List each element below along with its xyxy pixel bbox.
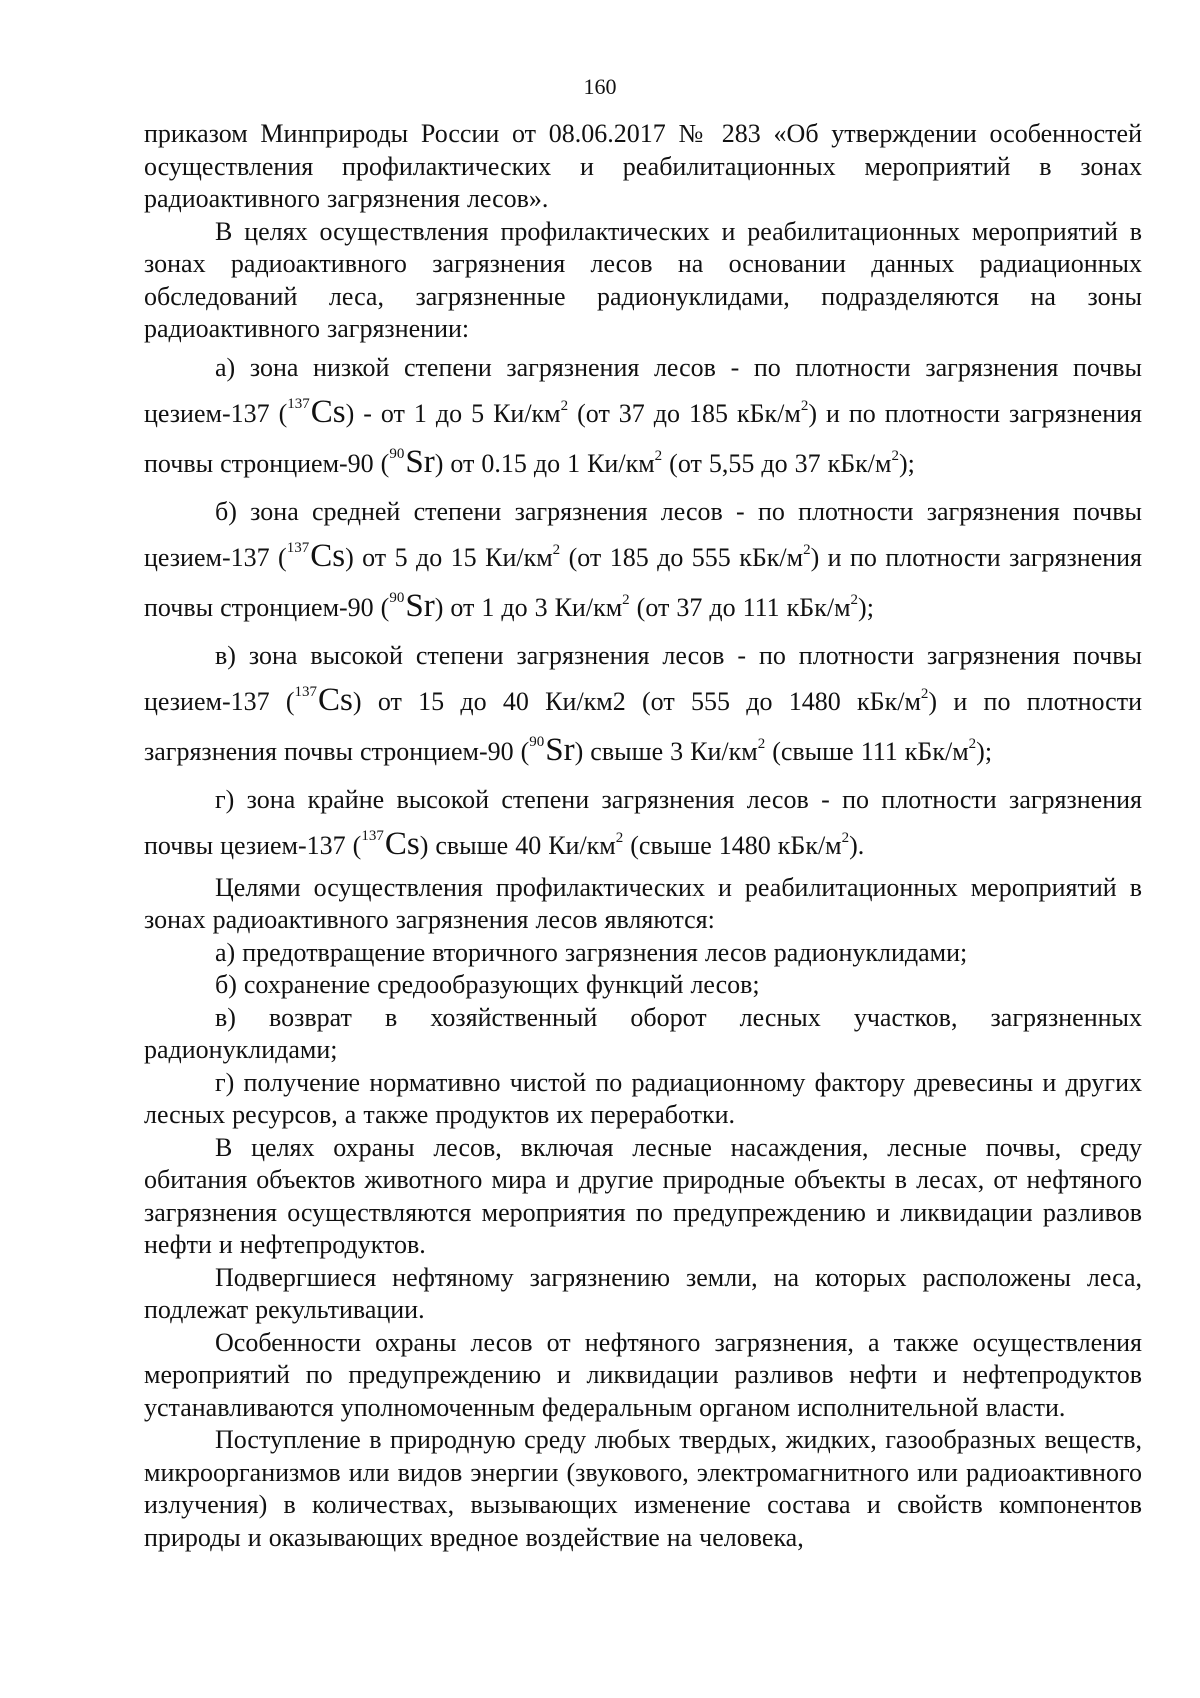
- text-segment: ) - от 1 до 5 Ки/км: [345, 398, 561, 428]
- isotope-mass-number: 90: [389, 445, 405, 462]
- paragraph-goal-a: а) предотвращение вторичного загрязнения лесов радионуклидами;: [215, 937, 968, 967]
- superscript: 2: [757, 735, 766, 752]
- paragraph-goal-d: г) получение нормативно чистой по радиационному фактору древесины и других лесных ресурсов, а также продуктов их переработки.: [144, 1067, 1142, 1129]
- paragraph-zone-high: [144, 634, 1142, 778]
- isotope-cs137: [294, 681, 353, 718]
- isotope-mass-number: 137: [361, 827, 384, 844]
- isotope-symbol: Cs: [318, 681, 353, 718]
- text-segment: );: [976, 736, 993, 766]
- isotope-symbol: Cs: [310, 537, 346, 574]
- text-segment: );: [858, 592, 874, 622]
- superscript: 2: [891, 447, 899, 464]
- text-segment: б) зона средней степени загрязнения лесов - по плотности загрязнения почвы цезием-137 (: [144, 496, 1142, 572]
- isotope-cs137: [361, 825, 420, 862]
- text-segment: ) от 1 до 3 Ки/км: [434, 592, 623, 622]
- text-segment: ).: [849, 830, 865, 860]
- superscript: 2: [654, 447, 663, 464]
- isotope-symbol: Cs: [384, 825, 420, 862]
- text-segment: ) от 5 до 15 Ки/км: [345, 542, 553, 572]
- paragraph-oil-protection: В целях охраны лесов, включая лесные насаждения, лесные почвы, среду обитания объектов животного мира и другие природные объекты в лесах, от нефтяного загрязнения осуществляются мероприятия по предупреждению и ликвидации разливов нефти и нефтепродуктов.: [144, 1132, 1142, 1259]
- text-segment: в) зона высокой степени загрязнения лесов - по плотности загрязнения почвы цезием-137 (: [144, 640, 1142, 716]
- isotope-mass-number: 90: [389, 589, 405, 606]
- isotope-mass-number: 90: [529, 733, 545, 750]
- superscript: 2: [850, 591, 859, 608]
- paragraph-goal-b: б) сохранение средообразующих функций лесов;: [215, 970, 760, 999]
- text-segment: (от 37 до 185 кБк/м: [568, 398, 801, 428]
- paragraph-goals-intro: Целями осуществления профилактических и реабилитационных мероприятий в зонах радиоактивного загрязнения лесов являются:: [144, 872, 1142, 934]
- text-segment: ) и по плотности загрязнения почвы стронцием-90 (: [144, 542, 1143, 622]
- text-segment: а) зона низкой степени загрязнения лесов - по плотности загрязнения почвы цезием-137 (: [144, 352, 1142, 428]
- paragraph-zone-very-high: [144, 778, 1142, 872]
- text-segment: г) зона крайне высокой степени загрязнения лесов - по плотности загрязнения почвы цезием-137 (: [144, 784, 1142, 860]
- paragraph-oil-authority: Особенности охраны лесов от нефтяного загрязнения, а также осуществления мероприятий по предупреждению и ликвидации разливов нефти и нефтепродуктов устанавливаются уполномоченным федеральным органом исполнительной власти.: [144, 1327, 1142, 1422]
- paragraph-zones-intro: В целях осуществления профилактических и реабилитационных мероприятий в зонах радиоактивного загрязнения лесов на основании данных радиационных обследований леса, загрязненные радионуклидами, подразделяются на зоны радиоактивного загрязнении:: [144, 216, 1142, 343]
- text-segment: ) от 15 до 40 Ки/км2 (от 555 до 1480 кБк/м: [352, 686, 921, 716]
- superscript: 2: [622, 591, 630, 608]
- text-segment: (от 185 до 555 кБк/м: [560, 542, 804, 572]
- text-segment: (от 37 до 111 кБк/м: [629, 592, 851, 622]
- isotope-sr90: [389, 587, 435, 624]
- superscript: 2: [920, 685, 929, 702]
- paragraph-goal-c: в) возврат в хозяйственный оборот лесных участков, загрязненных радионуклидами;: [144, 1002, 1142, 1064]
- isotope-mass-number: 137: [294, 683, 318, 700]
- isotope-symbol: Cs: [310, 393, 346, 430]
- text-segment: (свыше 1480 кБк/м: [623, 830, 842, 860]
- isotope-mass-number: 137: [287, 395, 310, 412]
- superscript: 2: [615, 829, 624, 846]
- text-segment: (свыше 111 кБк/м: [765, 736, 969, 766]
- isotope-symbol: Sr: [405, 587, 435, 624]
- text-segment: ) и по плотности загрязнения почвы стронцием-90 (: [144, 686, 1143, 766]
- superscript: 2: [800, 397, 809, 414]
- isotope-symbol: Sr: [405, 443, 435, 480]
- superscript: 2: [841, 829, 850, 846]
- isotope-sr90: [389, 443, 435, 480]
- superscript: 2: [968, 735, 977, 752]
- paragraph-pollution-definition: Поступление в природную среду любых твердых, жидких, газообразных веществ, микроорганизмов или видов энергии (звукового, электромагнитного или радиоактивного излучения) в количествах, вызывающих изменение состава и свойств компонентов природы и оказывающих вредное воздействие на человека,: [144, 1425, 1142, 1552]
- text-segment: ) свыше 40 Ки/км: [419, 830, 616, 860]
- superscript: 2: [803, 541, 811, 558]
- paragraph-zone-low: [144, 346, 1142, 490]
- text-segment: ) и по плотности загрязнения почвы стронцием-90 (: [144, 398, 1142, 478]
- text-segment: ) от 0.15 до 1 Ки/км: [434, 448, 655, 478]
- paragraph-order-reference: приказом Минприроды России от 08.06.2017 № 283 «Об утверждении особенностей осуществления профилактических и реабилитационных мероприятий в зонах радиоактивного загрязнения лесов».: [144, 119, 1142, 213]
- paragraph-recultivation: Подвергшиеся нефтяному загрязнению земли, на которых расположены леса, подлежат рекультивации.: [144, 1262, 1142, 1324]
- text-segment: (от 5,55 до 37 кБк/м: [662, 448, 892, 478]
- paragraph-zone-medium: [144, 490, 1142, 634]
- body-text: [144, 118, 1142, 1554]
- isotope-mass-number: 137: [286, 539, 310, 556]
- superscript: 2: [552, 541, 561, 558]
- page-number: 160: [583, 74, 617, 99]
- text-segment: );: [898, 448, 915, 478]
- isotope-sr90: [529, 731, 575, 768]
- isotope-cs137: [286, 537, 346, 574]
- isotope-symbol: Sr: [545, 731, 575, 768]
- isotope-cs137: [287, 393, 346, 430]
- text-segment: ) свыше 3 Ки/км: [574, 736, 758, 766]
- superscript: 2: [560, 397, 569, 414]
